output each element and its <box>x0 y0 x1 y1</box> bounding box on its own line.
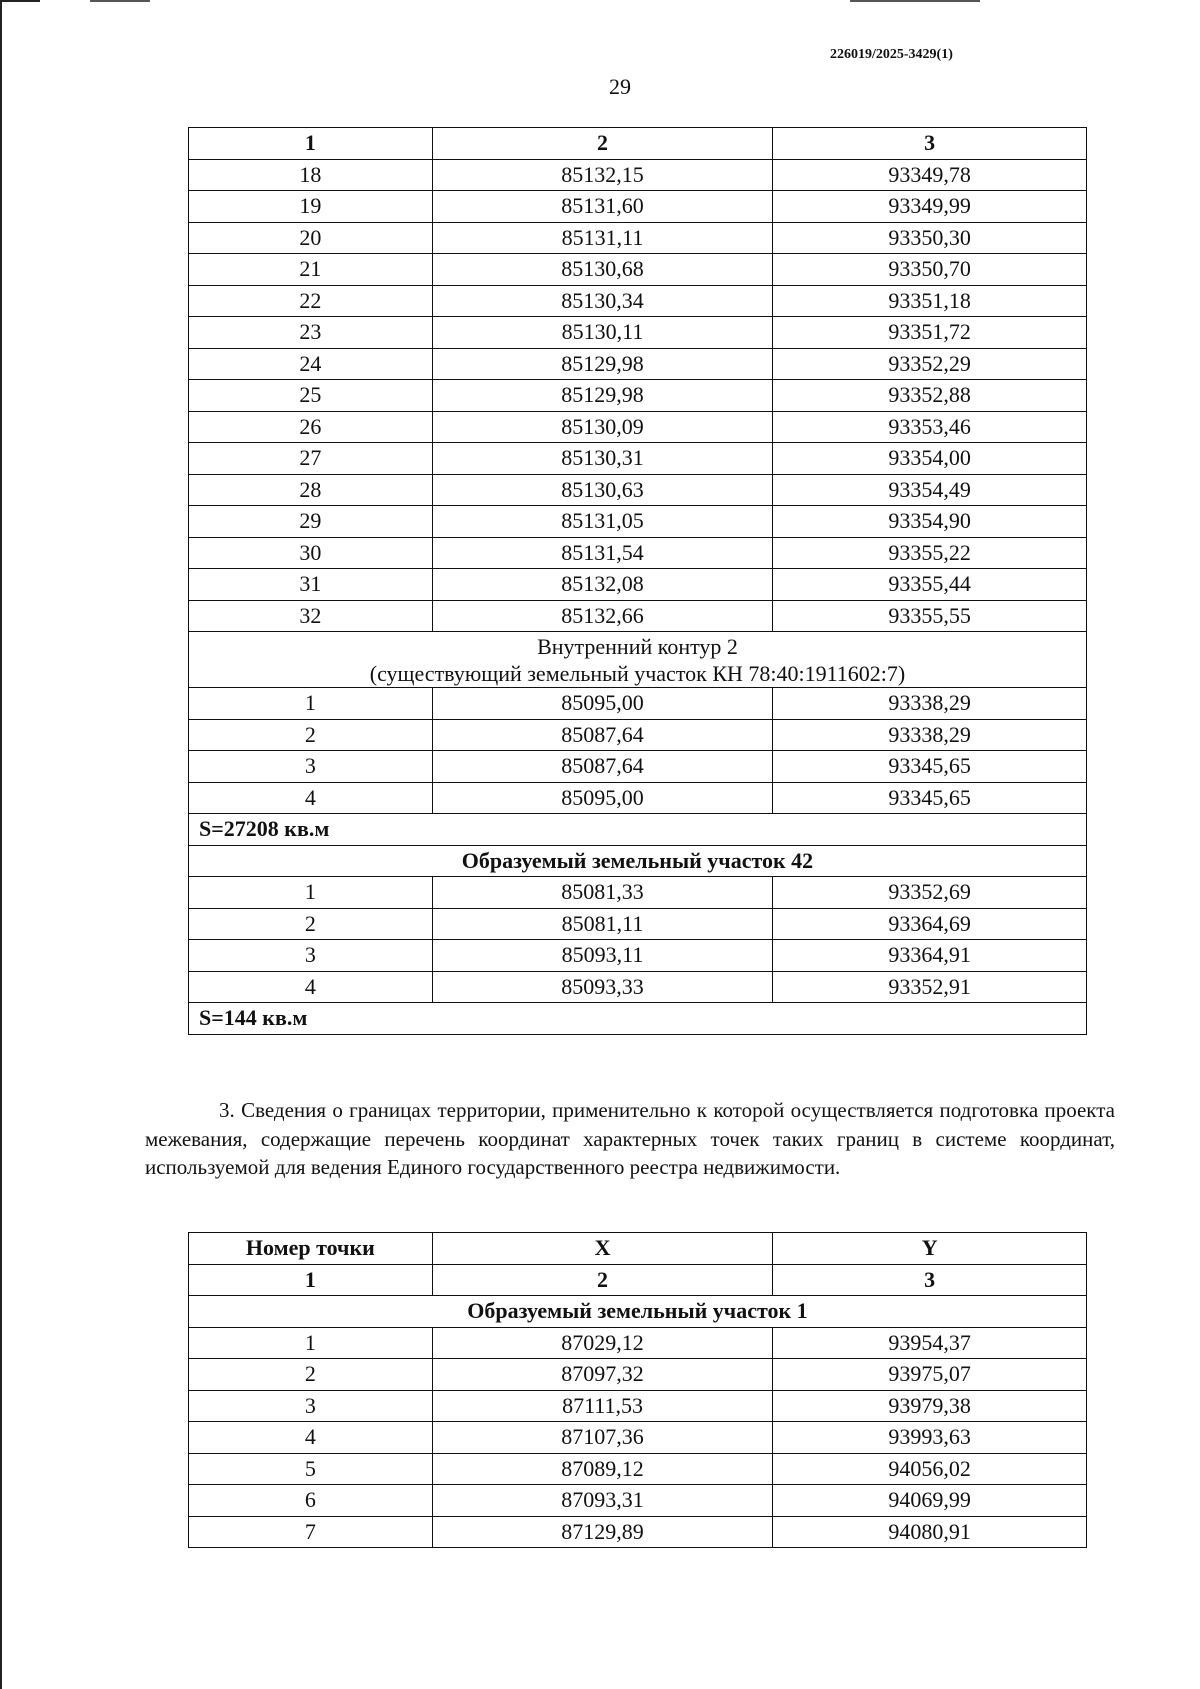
table-row <box>189 1516 1087 1548</box>
area-total-1 <box>189 814 1087 846</box>
y-coordinate-cell: 93954,37 <box>773 1327 1087 1359</box>
x-coordinate-cell: 85130,09 <box>432 411 773 443</box>
table-row <box>189 285 1087 317</box>
x-coordinate-cell: 85095,00 <box>432 688 773 720</box>
y-coordinate-cell: 93338,29 <box>773 688 1087 720</box>
table-row <box>189 159 1087 191</box>
area-total-2-line: S=144 кв.м <box>199 1005 308 1031</box>
table-row <box>189 1422 1087 1454</box>
x-coordinate-cell: 85131,05 <box>432 506 773 538</box>
point-number-cell: 22 <box>189 285 433 317</box>
point-number-cell: 20 <box>189 222 433 254</box>
table-row <box>189 971 1087 1003</box>
plot-42-heading-row <box>189 845 1087 877</box>
y-coordinate-cell: 93351,72 <box>773 317 1087 349</box>
table-row <box>189 443 1087 475</box>
x-coordinate-cell: 87093,31 <box>432 1485 773 1517</box>
y-coordinate-cell: 93354,49 <box>773 474 1087 506</box>
y-coordinate-cell: 93352,88 <box>773 380 1087 412</box>
point-number-cell: 4 <box>189 1422 433 1454</box>
point-number-cell: 23 <box>189 317 433 349</box>
scan-border-top <box>0 0 40 2</box>
scan-border-top <box>90 0 150 2</box>
y-coordinate-cell: 93354,00 <box>773 443 1087 475</box>
point-number-cell: 3 <box>189 1390 433 1422</box>
table-row <box>189 940 1087 972</box>
point-number-cell: 4 <box>189 782 433 814</box>
point-number-cell: 1 <box>189 877 433 909</box>
x-coordinate-cell: 87107,36 <box>432 1422 773 1454</box>
point-number-cell: 2 <box>189 719 433 751</box>
x-coordinate-cell: 85131,54 <box>432 537 773 569</box>
table-row <box>189 411 1087 443</box>
table-row <box>189 380 1087 412</box>
point-number-cell: 3 <box>189 751 433 783</box>
header-point-number: Номер точки <box>189 1233 433 1265</box>
area-total-1-line: S=27208 кв.м <box>199 816 330 842</box>
x-coordinate-cell: 85081,11 <box>432 908 773 940</box>
x-coordinate-cell: 85132,66 <box>432 600 773 632</box>
table-row <box>189 254 1087 286</box>
x-coordinate-cell: 85130,31 <box>432 443 773 475</box>
column-number: 3 <box>773 1264 1087 1296</box>
x-coordinate-cell: 85087,64 <box>432 751 773 783</box>
y-coordinate-cell: 93350,30 <box>773 222 1087 254</box>
y-coordinate-cell: 93351,18 <box>773 285 1087 317</box>
x-coordinate-cell: 87029,12 <box>432 1327 773 1359</box>
area-total-2 <box>189 1003 1087 1035</box>
point-number-cell: 32 <box>189 600 433 632</box>
x-coordinate-cell: 85129,98 <box>432 348 773 380</box>
table-row <box>189 317 1087 349</box>
x-coordinate-cell: 85131,11 <box>432 222 773 254</box>
plot-1-heading-row <box>189 1296 1087 1328</box>
header-row <box>189 1233 1087 1265</box>
table-row <box>189 222 1087 254</box>
inner-contour-heading-line: Внутренний контур 2 <box>537 634 738 659</box>
y-coordinate-cell: 94080,91 <box>773 1516 1087 1548</box>
table-row <box>189 1390 1087 1422</box>
table-row <box>189 1453 1087 1485</box>
x-coordinate-cell: 87111,53 <box>432 1390 773 1422</box>
point-number-cell: 21 <box>189 254 433 286</box>
point-number-cell: 18 <box>189 159 433 191</box>
x-coordinate-cell: 87129,89 <box>432 1516 773 1548</box>
area-total-2-row <box>189 1003 1087 1035</box>
column-number: 2 <box>432 128 773 160</box>
scan-border-left <box>0 0 2 1689</box>
inner-contour-heading <box>189 632 1087 688</box>
y-coordinate-cell: 94069,99 <box>773 1485 1087 1517</box>
table-row <box>189 537 1087 569</box>
x-coordinate-cell: 87097,32 <box>432 1359 773 1391</box>
y-coordinate-cell: 93338,29 <box>773 719 1087 751</box>
point-number-cell: 7 <box>189 1516 433 1548</box>
point-number-cell: 24 <box>189 348 433 380</box>
table-row <box>189 908 1087 940</box>
header-x: X <box>432 1233 773 1265</box>
point-number-cell: 5 <box>189 1453 433 1485</box>
point-number-cell: 26 <box>189 411 433 443</box>
column-number: 1 <box>189 128 433 160</box>
point-number-cell: 2 <box>189 1359 433 1391</box>
coordinates-table-1 <box>188 127 1087 1035</box>
table-row <box>189 877 1087 909</box>
x-coordinate-cell: 85129,98 <box>432 380 773 412</box>
point-number-cell: 3 <box>189 940 433 972</box>
column-number-row <box>189 1264 1087 1296</box>
plot-42-heading-line: Образуемый земельный участок 42 <box>461 847 814 873</box>
x-coordinate-cell: 85095,00 <box>432 782 773 814</box>
x-coordinate-cell: 85093,11 <box>432 940 773 972</box>
column-number: 1 <box>189 1264 433 1296</box>
point-number-cell: 25 <box>189 380 433 412</box>
document-number: 226019/2025-3429(1) <box>830 47 953 62</box>
table-row <box>189 688 1087 720</box>
point-number-cell: 30 <box>189 537 433 569</box>
y-coordinate-cell: 94056,02 <box>773 1453 1087 1485</box>
point-number-cell: 1 <box>189 688 433 720</box>
x-coordinate-cell: 85130,68 <box>432 254 773 286</box>
y-coordinate-cell: 93993,63 <box>773 1422 1087 1454</box>
x-coordinate-cell: 85130,63 <box>432 474 773 506</box>
y-coordinate-cell: 93352,91 <box>773 971 1087 1003</box>
plot-42-heading <box>189 845 1087 877</box>
point-number-cell: 31 <box>189 569 433 601</box>
x-coordinate-cell: 85132,08 <box>432 569 773 601</box>
table-row <box>189 348 1087 380</box>
x-coordinate-cell: 85132,15 <box>432 159 773 191</box>
table-row <box>189 1327 1087 1359</box>
column-number: 3 <box>773 128 1087 160</box>
x-coordinate-cell: 85093,33 <box>432 971 773 1003</box>
scan-border-top <box>850 0 980 2</box>
plot-1-heading <box>189 1296 1087 1328</box>
y-coordinate-cell: 93353,46 <box>773 411 1087 443</box>
table-row <box>189 191 1087 223</box>
coordinates-table-2 <box>188 1232 1087 1548</box>
inner-contour-heading-line: (существующий земельный участок КН 78:40:1911602:7) <box>369 661 906 686</box>
page-number: 29 <box>609 74 631 99</box>
y-coordinate-cell: 93350,70 <box>773 254 1087 286</box>
plot-1-heading-line: Образуемый земельный участок 1 <box>467 1298 808 1324</box>
y-coordinate-cell: 93349,78 <box>773 159 1087 191</box>
x-coordinate-cell: 85130,11 <box>432 317 773 349</box>
x-coordinate-cell: 85131,60 <box>432 191 773 223</box>
area-total-1-row <box>189 814 1087 846</box>
table-row <box>189 1359 1087 1391</box>
y-coordinate-cell: 93345,65 <box>773 751 1087 783</box>
point-number-cell: 19 <box>189 191 433 223</box>
inner-contour-heading-row <box>189 632 1087 688</box>
table-row <box>189 1485 1087 1517</box>
x-coordinate-cell: 85087,64 <box>432 719 773 751</box>
table-row <box>189 719 1087 751</box>
section-3-paragraph: 3. Сведения о границах территории, применительно к которой осуществляется подготовка проекта межевания, содержащие перечень координат характерных точек таких границ в системе координат, используемой для ведения Единого государственного реестра недвижимости. <box>145 1098 1115 1179</box>
y-coordinate-cell: 93352,29 <box>773 348 1087 380</box>
y-coordinate-cell: 93354,90 <box>773 506 1087 538</box>
point-number-cell: 28 <box>189 474 433 506</box>
y-coordinate-cell: 93355,55 <box>773 600 1087 632</box>
y-coordinate-cell: 93355,44 <box>773 569 1087 601</box>
point-number-cell: 27 <box>189 443 433 475</box>
column-number-row <box>189 128 1087 160</box>
table-row <box>189 506 1087 538</box>
table-row <box>189 782 1087 814</box>
y-coordinate-cell: 93975,07 <box>773 1359 1087 1391</box>
table-row <box>189 474 1087 506</box>
point-number-cell: 4 <box>189 971 433 1003</box>
y-coordinate-cell: 93345,65 <box>773 782 1087 814</box>
table-row <box>189 569 1087 601</box>
y-coordinate-cell: 93979,38 <box>773 1390 1087 1422</box>
point-number-cell: 6 <box>189 1485 433 1517</box>
y-coordinate-cell: 93364,91 <box>773 940 1087 972</box>
y-coordinate-cell: 93355,22 <box>773 537 1087 569</box>
x-coordinate-cell: 85081,33 <box>432 877 773 909</box>
x-coordinate-cell: 87089,12 <box>432 1453 773 1485</box>
y-coordinate-cell: 93352,69 <box>773 877 1087 909</box>
header-y: Y <box>773 1233 1087 1265</box>
column-number: 2 <box>432 1264 773 1296</box>
point-number-cell: 29 <box>189 506 433 538</box>
table-row <box>189 751 1087 783</box>
x-coordinate-cell: 85130,34 <box>432 285 773 317</box>
y-coordinate-cell: 93349,99 <box>773 191 1087 223</box>
table-row <box>189 600 1087 632</box>
y-coordinate-cell: 93364,69 <box>773 908 1087 940</box>
point-number-cell: 1 <box>189 1327 433 1359</box>
point-number-cell: 2 <box>189 908 433 940</box>
